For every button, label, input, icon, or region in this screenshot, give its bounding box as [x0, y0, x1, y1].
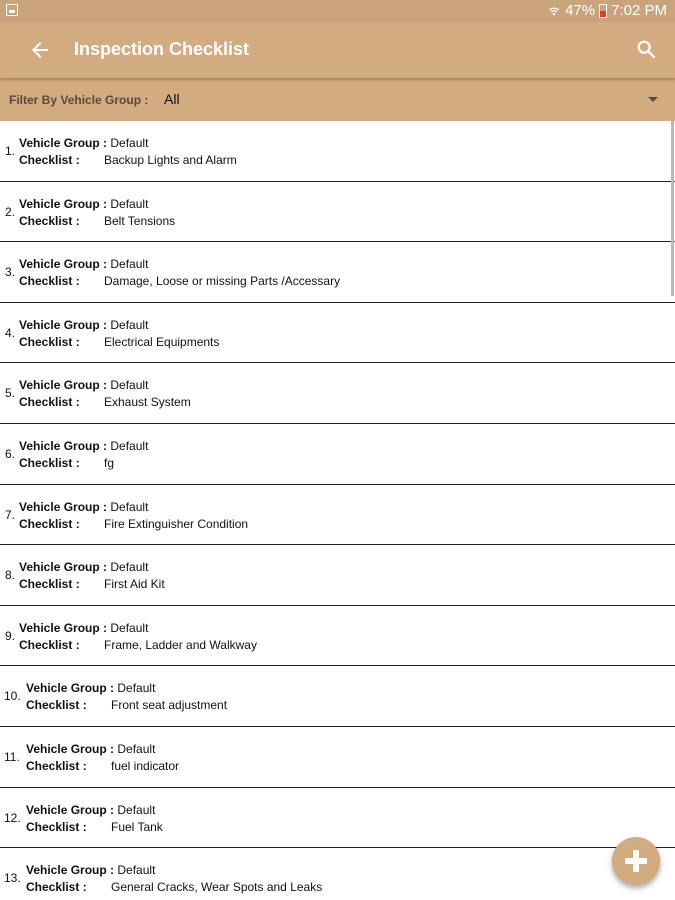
checklist-value: Fire Extinguisher Condition: [104, 516, 249, 531]
checklist-label: Checklist :: [19, 455, 80, 470]
checklist-value: Frame, Ladder and Walkway: [104, 637, 257, 652]
filter-select-value[interactable]: All: [164, 91, 180, 107]
list-item[interactable]: [0, 424, 675, 485]
vehicle-group-label: Vehicle Group :: [19, 560, 108, 575]
item-number: 13.: [4, 871, 21, 886]
app-bar: [0, 22, 675, 78]
vehicle-group-value: Default: [110, 499, 149, 514]
vehicle-group-label: Vehicle Group :: [19, 378, 108, 393]
battery-icon: [599, 4, 607, 18]
checklist-label: Checklist :: [19, 334, 80, 349]
list-item[interactable]: [0, 242, 675, 303]
item-number: 1.: [5, 144, 16, 158]
list-item[interactable]: [0, 606, 675, 667]
checklist-value: Fuel Tank: [111, 819, 163, 834]
list-item[interactable]: [0, 545, 675, 606]
vehicle-group-label: Vehicle Group :: [26, 741, 115, 756]
item-number: 2.: [5, 204, 16, 219]
checklist-value: Damage, Loose or missing Parts /Accessary: [104, 274, 341, 289]
checklist-value: General Cracks, Wear Spots and Leaks: [111, 880, 323, 895]
vehicle-group-label: Vehicle Group :: [19, 499, 108, 514]
item-number: 8.: [5, 568, 16, 583]
add-checklist-button[interactable]: [612, 837, 660, 885]
item-number: 7.: [5, 507, 16, 522]
vehicle-group-value: Default: [117, 681, 156, 696]
item-number: 12.: [4, 810, 21, 825]
image-icon: [6, 4, 18, 16]
item-number: 11.: [4, 749, 20, 764]
vehicle-group-value: Default: [110, 196, 149, 211]
wifi-icon: [547, 4, 561, 18]
checklist-label: Checklist :: [19, 577, 80, 592]
vehicle-group-value: Default: [110, 438, 149, 453]
list-item[interactable]: [0, 363, 675, 424]
item-number: 5.: [5, 386, 16, 401]
list-item[interactable]: [0, 666, 675, 727]
vehicle-group-filter[interactable]: [0, 78, 675, 121]
checklist-value: fuel indicator: [111, 758, 180, 773]
battery-percent: 47%: [565, 2, 596, 19]
checklist-value: Electrical Equipments: [104, 334, 220, 349]
vehicle-group-value: Default: [110, 620, 149, 635]
item-number: 3.: [5, 265, 16, 280]
vehicle-group-label: Vehicle Group :: [26, 681, 115, 696]
vehicle-group-value: Default: [117, 741, 156, 756]
list-item[interactable]: [0, 182, 675, 243]
checklist-label: Checklist :: [19, 274, 80, 289]
checklist-label: Checklist :: [19, 153, 80, 167]
checklist-label: Checklist :: [19, 637, 80, 652]
list-item[interactable]: [0, 848, 675, 900]
list-item[interactable]: [0, 788, 675, 849]
checklist-label: Checklist :: [19, 213, 80, 228]
checklist-label: Checklist :: [26, 698, 87, 713]
checklist-value: fg: [104, 455, 115, 470]
checklist-label: Checklist :: [26, 758, 87, 773]
vehicle-group-value: Default: [110, 317, 149, 332]
checklist-label: Checklist :: [26, 819, 87, 834]
item-number: 9.: [5, 628, 16, 643]
item-number: 4.: [5, 325, 16, 340]
vehicle-group-label: Vehicle Group :: [19, 620, 108, 635]
search-icon[interactable]: [635, 38, 657, 60]
vehicle-group-label: Vehicle Group :: [19, 196, 108, 211]
page-title: Inspection Checklist: [74, 39, 250, 59]
checklist-list[interactable]: [0, 121, 675, 900]
status-bar-right: [547, 2, 667, 19]
arrow-left-icon[interactable]: [28, 38, 52, 62]
vehicle-group-label: Vehicle Group :: [26, 802, 115, 817]
vehicle-group-label: Vehicle Group :: [19, 317, 108, 332]
vehicle-group-label: Vehicle Group :: [19, 438, 108, 453]
list-item[interactable]: [0, 121, 675, 182]
vehicle-group-value: Default: [110, 560, 149, 575]
checklist-label: Checklist :: [19, 395, 80, 410]
vehicle-group-label: Vehicle Group :: [19, 257, 108, 272]
checklist-label: Checklist :: [26, 880, 87, 895]
vehicle-group-value: Default: [110, 136, 149, 150]
plus-icon: [633, 850, 639, 872]
filter-label: Filter By Vehicle Group :: [9, 93, 149, 107]
vehicle-group-value: Default: [110, 378, 149, 393]
list-item[interactable]: [0, 727, 675, 788]
checklist-value: Backup Lights and Alarm: [104, 153, 237, 167]
checklist-value: Front seat adjustment: [111, 698, 228, 713]
status-time: 7:02 PM: [611, 2, 667, 19]
list-item[interactable]: [0, 485, 675, 546]
status-bar: [0, 0, 675, 22]
checklist-value: First Aid Kit: [104, 577, 165, 592]
vehicle-group-value: Default: [117, 802, 156, 817]
scrollbar[interactable]: [671, 121, 674, 296]
chevron-down-icon[interactable]: [648, 97, 658, 102]
checklist-value: Belt Tensions: [104, 213, 176, 228]
item-number: 6.: [5, 446, 16, 461]
vehicle-group-value: Default: [117, 863, 156, 878]
checklist-label: Checklist :: [19, 516, 80, 531]
vehicle-group-label: Vehicle Group :: [19, 136, 108, 150]
vehicle-group-label: Vehicle Group :: [26, 863, 115, 878]
item-number: 10.: [4, 689, 21, 704]
checklist-value: Exhaust System: [104, 395, 191, 410]
vehicle-group-value: Default: [110, 257, 149, 272]
list-item[interactable]: [0, 303, 675, 364]
